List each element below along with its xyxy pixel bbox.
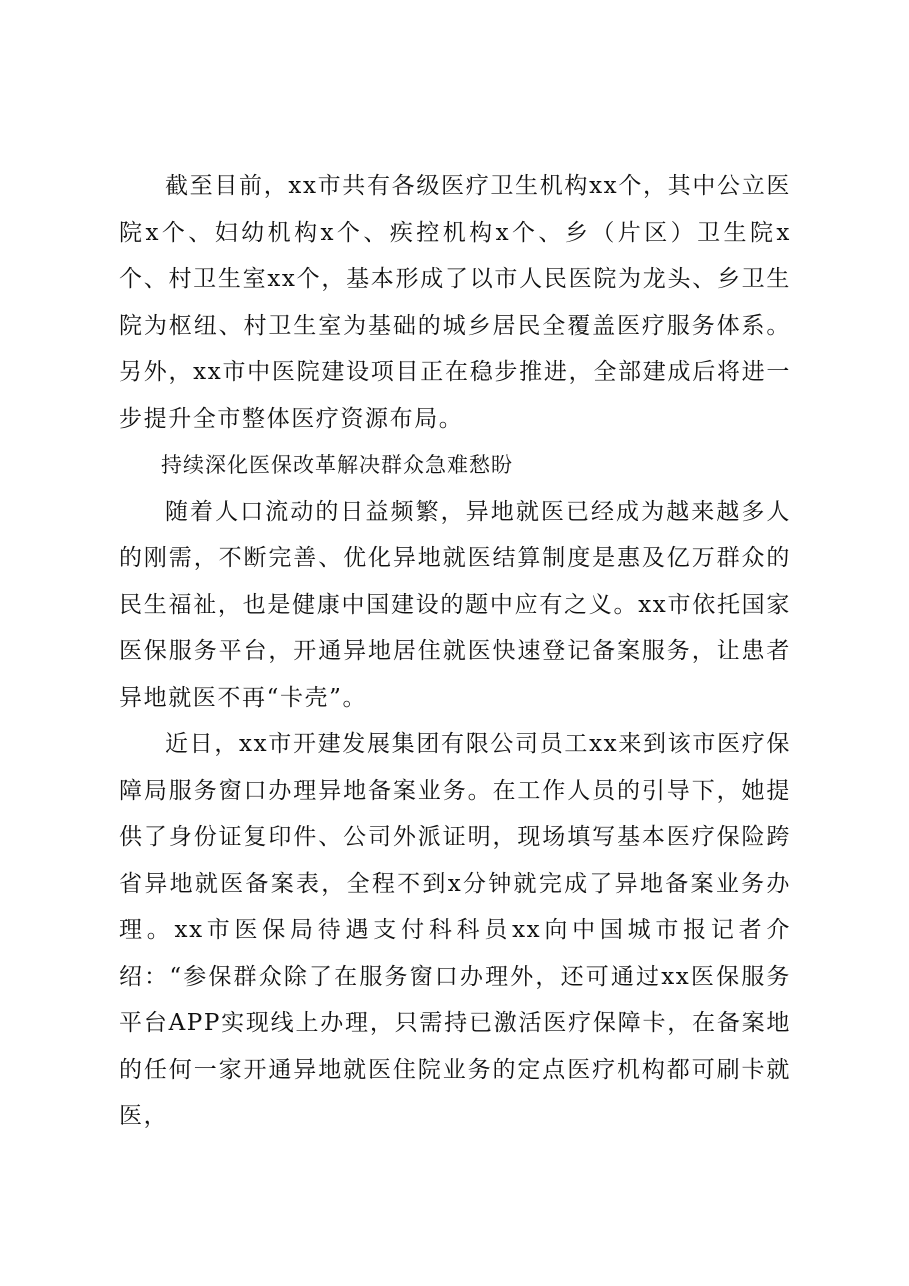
section-heading: 持续深化医保改革解决群众急难愁盼	[161, 453, 513, 477]
paragraph-medical-institutions: 截至目前，xx市共有各级医疗卫生机构xx个，其中公立医院x个、妇幼机构x个、疾控机构x个、乡（片区）卫生院x个、村卫生室xx个，基本形成了以市人民医院为龙头、乡卫生院为枢纽、村卫生室为基础的城乡居民全覆盖医疗服务体系。另外，xx市中医院建设项目正在稳步推进，全部建成后将进一步提升全市整体医疗资源布局。	[119, 173, 791, 432]
paragraph-recent-case: 近日，xx市开建发展集团有限公司员工xx来到该市医疗保障局服务窗口办理异地备案业务。在工作人员的引导下，她提供了身份证复印件、公司外派证明，现场填写基本医疗保险跨省异地就医备案表，全程不到x分钟就完成了异地备案业务办理。xx市医保局待遇支付科科员xx向中国城市报记者介绍：“参保群众除了在服务窗口办理外，还可通过xx医保服务平台APP实现线上办理，只需持已激活医疗保障卡，在备案地的任何一家开通异地就医住院业务的定点医疗机构都可刷卡就医，	[119, 731, 791, 1129]
document-body	[119, 163, 791, 1140]
paragraph-remote-medical-care: 随着人口流动的日益频繁，异地就医已经成为越来越多人的刚需，不断完善、优化异地就医结算制度是惠及亿万群众的民生福祉，也是健康中国建设的题中应有之义。xx市依托国家医保服务平台，开通异地居住就医快速登记备案服务，让患者异地就医不再“卡壳”。	[119, 498, 791, 711]
